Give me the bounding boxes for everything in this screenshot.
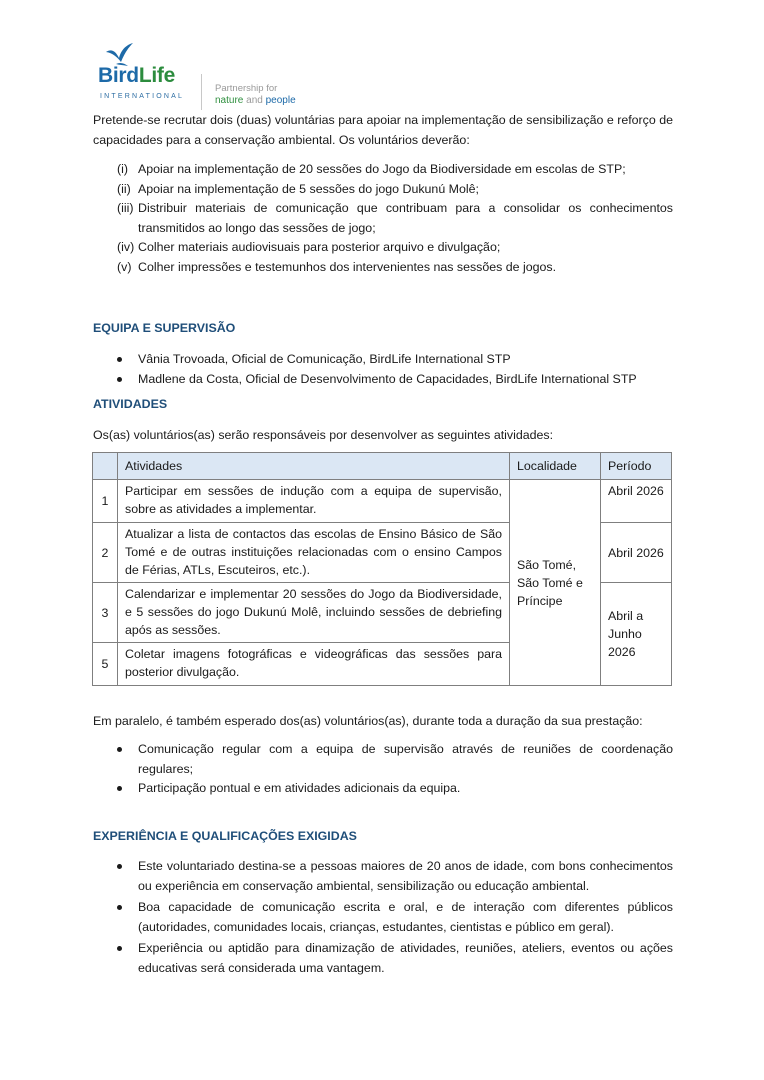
tasks-list xyxy=(93,160,673,278)
activity-cell: Participar em sessões de indução com a equipa de supervisão, sobre as atividades a implementar. xyxy=(118,480,510,523)
logo-tagline: nature and people xyxy=(215,95,296,106)
bullet-icon xyxy=(117,864,122,869)
row-number: 1 xyxy=(93,480,118,523)
parallel-intro: Em paralelo, é também esperado dos(as) voluntários(as), durante toda a duração da sua prestação: xyxy=(93,714,643,728)
period-cell: Abril a Junho 2026 xyxy=(601,583,672,686)
period-cell: Abril 2026 xyxy=(601,480,672,523)
qualifications-list xyxy=(93,857,673,979)
team-heading: EQUIPA E SUPERVISÃO xyxy=(93,321,236,335)
activities-heading: ATIVIDADES xyxy=(93,397,168,411)
activity-cell: Coletar imagens fotográficas e videográficas das sessões para posterior divulgação. xyxy=(118,643,510,686)
intro-paragraph: Pretende-se recrutar dois (duas) voluntárias para apoiar na implementação de sensibilização e reforço de capacidades para a conservação ambiental. Os voluntários deverão: xyxy=(93,113,673,147)
birdlife-logo xyxy=(98,42,318,108)
table-header-row xyxy=(93,453,672,480)
row-number: 2 xyxy=(93,523,118,583)
bullet-icon xyxy=(117,946,122,951)
logo-subtitle: INTERNATIONAL xyxy=(100,93,185,100)
list-item: Experiência ou aptidão para dinamização de atividades, reuniões, ateliers, eventos ou ações educativas será considerada uma vantagem. xyxy=(93,939,673,978)
table-row xyxy=(93,480,672,523)
location-cell: São Tomé, São Tomé e Príncipe xyxy=(510,480,601,686)
header-activities: Atividades xyxy=(118,453,510,480)
parallel-list xyxy=(93,740,673,799)
bullet-icon xyxy=(117,357,122,362)
list-item: Boa capacidade de comunicação escrita e oral, e de interação com diferentes públicos (autoridades, comunidades locais, crianças, estudantes, cientistas e público em geral). xyxy=(93,898,673,937)
list-item: Vânia Trovoada, Oficial de Comunicação, BirdLife International STP xyxy=(93,350,673,370)
list-item: (iv) Colher materiais audiovisuais para posterior arquivo e divulgação; xyxy=(117,240,501,255)
list-item: Comunicação regular com a equipa de supervisão através de reuniões de coordenação regulares; xyxy=(93,740,673,779)
activities-table xyxy=(92,452,672,686)
list-item: (iii) Distribuir materiais de comunicação que contribuam para a consolidar os conhecimentos transmitidos ao longo das sessões de jogo; xyxy=(117,201,673,235)
header-location: Localidade xyxy=(510,453,601,480)
row-number: 3 xyxy=(93,583,118,643)
qualifications-heading: EXPERIÊNCIA E QUALIFICAÇÕES EXIGIDAS xyxy=(93,829,357,843)
row-number: 5 xyxy=(93,643,118,686)
header-number xyxy=(93,453,118,480)
list-item: (i) Apoiar na implementação de 20 sessões do Jogo da Biodiversidade em escolas de STP; xyxy=(117,162,626,176)
list-item: (ii) Apoiar na implementação de 5 sessões do jogo Dukunú Molê; xyxy=(117,181,479,196)
bullet-icon xyxy=(117,747,122,752)
logo-divider xyxy=(201,74,202,110)
list-item: Madlene da Costa, Oficial de Desenvolvimento de Capacidades, BirdLife International STP xyxy=(93,370,673,390)
logo-wordmark: BirdLife xyxy=(98,64,175,87)
bullet-icon xyxy=(117,905,122,910)
list-item: Este voluntariado destina-se a pessoas maiores de 20 anos de idade, com bons conhecimentos ou experiência em conservação ambiental, sensibilização ou educação ambiental. xyxy=(93,857,673,896)
activities-intro: Os(as) voluntários(as) serão responsáveis por desenvolver as seguintes atividades: xyxy=(93,428,554,442)
bullet-icon xyxy=(117,377,122,382)
header-period: Período xyxy=(601,453,672,480)
activity-cell: Calendarizar e implementar 20 sessões do Jogo da Biodiversidade, e 5 sessões do jogo Dukunú Molê, incluindo sessões de debriefing após as sessões. xyxy=(118,583,510,643)
list-item: (v) Colher impressões e testemunhos dos intervenientes nas sessões de jogos. xyxy=(117,259,557,274)
list-item: Participação pontual e em atividades adicionais da equipa. xyxy=(93,779,673,799)
team-list xyxy=(93,350,673,389)
logo-partnership-text: Partnership for xyxy=(215,83,278,94)
period-cell: Abril 2026 xyxy=(601,523,672,583)
activity-cell: Atualizar a lista de contactos das escolas de Ensino Básico de São Tomé e de outras instituições relacionadas com o ensino Campos de Férias, ATLs, Escuteiros, etc.). xyxy=(118,523,510,583)
bullet-icon xyxy=(117,786,122,791)
